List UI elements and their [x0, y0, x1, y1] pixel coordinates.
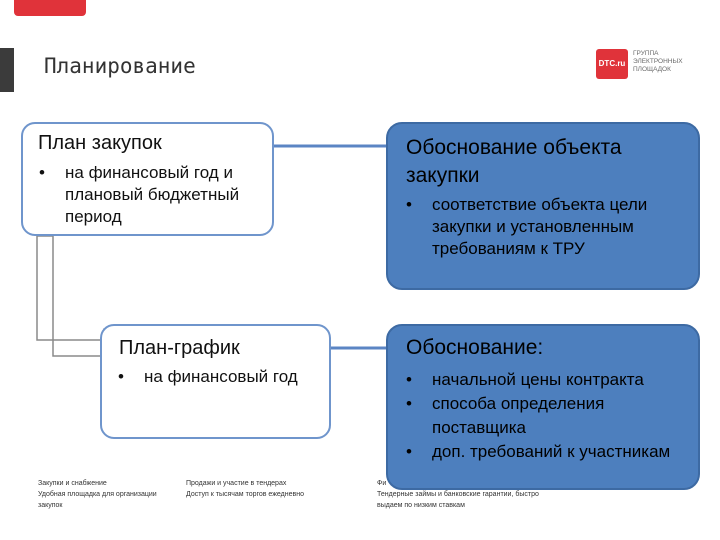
slide-title: Планирование	[44, 54, 196, 78]
footer-heading: Закупки и снабжение	[38, 480, 107, 487]
plan-grafik-title: План-график	[119, 337, 240, 359]
footer-heading: Продажи и участие в тендерах	[186, 480, 287, 487]
plan-grafik-box	[100, 324, 331, 439]
footer-text: Тендерные займы и банковские гарантии, быстро выдаем по низким ставкам	[377, 491, 539, 509]
logo-caption-line: ЭЛЕКТРОННЫХ	[633, 58, 683, 65]
obosnovanie-list	[404, 368, 694, 464]
obosnovanie-title: Обоснование:	[406, 336, 544, 359]
bullet-item: • соответствие объекта цели закупки и установленным требованиям к ТРУ	[404, 194, 664, 260]
bullet-item: • способа определения поставщика	[404, 392, 694, 440]
obosnovanie-obekta-list	[404, 194, 664, 260]
bullet-item: • на финансовый год	[116, 366, 331, 388]
footer-text: Удобная площадка для организации закупок	[38, 491, 157, 509]
plan-grafik-list	[116, 366, 331, 388]
obosnovanie-obekta-title: Обоснование объекта закупки	[406, 136, 622, 187]
bullet-item: • на финансовый год и плановый бюджетный период	[37, 162, 267, 228]
footer-text: Доступ к тысячам торгов ежедневно	[186, 491, 304, 498]
plan-zakupok-box	[21, 122, 274, 236]
bullet-item: • начальной цены контракта	[404, 368, 694, 392]
footer-heading: Фи	[377, 480, 387, 487]
obosnovanie-obekta-box	[386, 122, 700, 290]
logo-mark: DTC.ru	[596, 49, 628, 79]
logo-caption-line: ПЛОЩАДОК	[633, 66, 671, 73]
bullet-item: • доп. требований к участникам	[404, 440, 694, 464]
logo-caption-line: ГРУППА	[633, 50, 659, 57]
plan-zakupok-list	[37, 162, 267, 228]
plan-zakupok-title: План закупок	[38, 132, 162, 154]
obosnovanie-box	[386, 324, 700, 490]
